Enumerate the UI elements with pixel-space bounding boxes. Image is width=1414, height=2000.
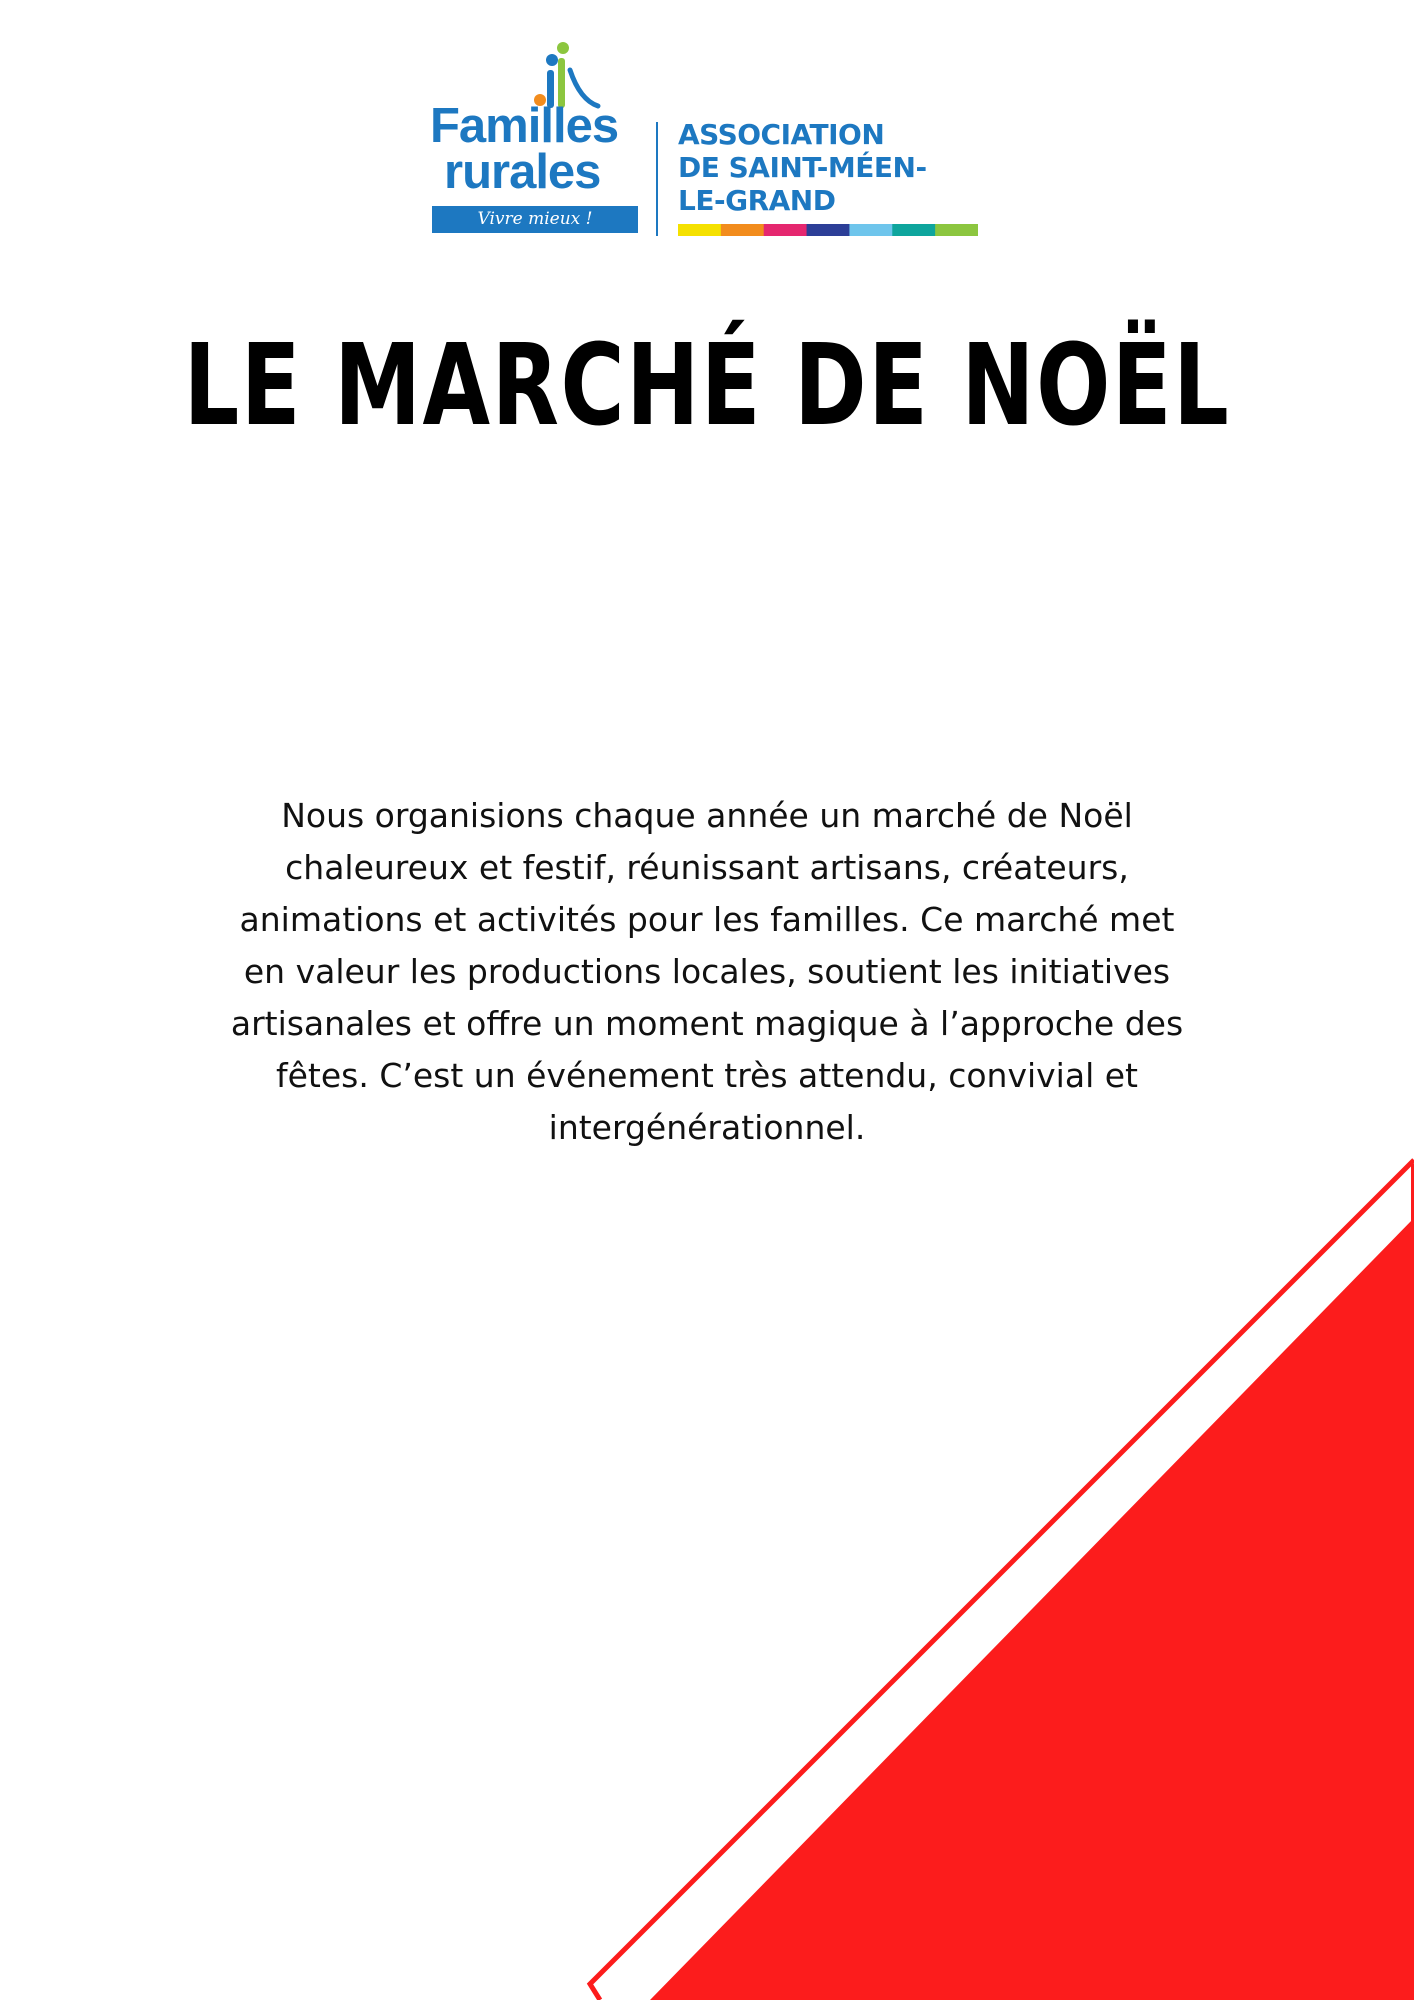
paragraph-line: chaleureux et festif, réunissant artisans, créateurs, (285, 848, 1129, 887)
association-line: ASSOCIATION (678, 118, 885, 151)
paragraph-line: en valeur les productions locales, soutient les initiatives (243, 952, 1171, 991)
paragraph-line: artisanales et offre un moment magique à l’approche des (230, 1004, 1184, 1043)
paragraph-line: fêtes. C’est un événement très attendu, convivial et (276, 1056, 1138, 1095)
paragraph-line: animations et activités pour les familles. Ce marché met (239, 900, 1175, 939)
association-line: LE-GRAND (678, 184, 836, 217)
page-title: LE MARCHÉ DE NOËL (183, 321, 1231, 451)
red-triangle (650, 1218, 1414, 2000)
brand-tagline: Vivre mieux ! (432, 206, 638, 233)
paragraph-line: intergénérationnel. (548, 1108, 866, 1147)
brand-name-line1: Familles (430, 99, 619, 153)
brand-name-line2: rurales (444, 145, 601, 199)
paragraph-line: Nous organisions chaque année un marché de Noël (281, 796, 1133, 835)
association-line: DE SAINT-MÉEN- (678, 151, 927, 184)
